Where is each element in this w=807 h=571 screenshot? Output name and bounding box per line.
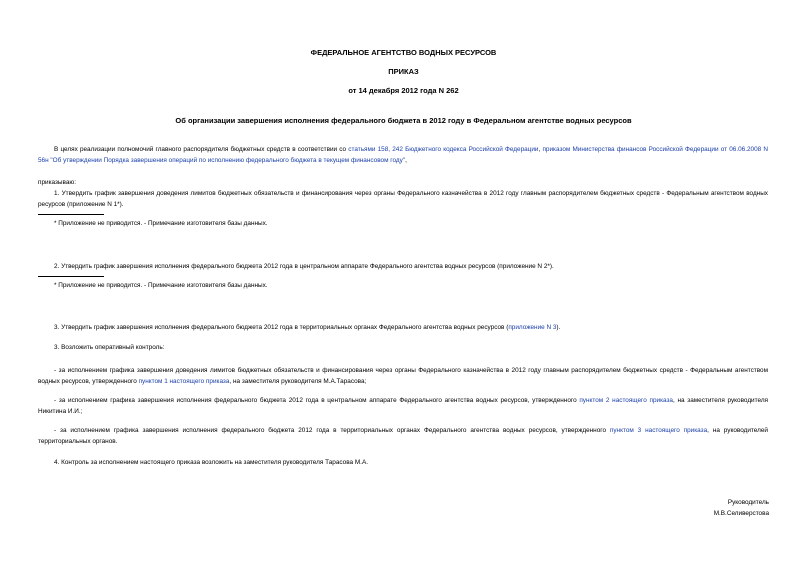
minfin-order-link[interactable]: приказом Министерства финансов Российской Федерации от 06.06.2008 N 56н "Об утверждении Порядка завершения операций по исполнению федерального бюджета в текущем финансовом году" — [38, 146, 768, 164]
preamble-text-2: , — [538, 146, 543, 153]
item-4-paragraph: 4. Контроль за исполнением настоящего приказа возложить на заместителя руководителя Тарасова М.А. — [54, 459, 368, 466]
signature-position: Руководитель — [727, 499, 769, 506]
control-2-end: , на заместителя руководителя Никитина И.И.; — [38, 397, 769, 415]
item-3-end: ). — [556, 324, 561, 331]
appendix-3-link[interactable]: приложение N 3 — [508, 324, 557, 331]
agency-heading: ФЕДЕРАЛЬНОЕ АГЕНТСТВО ВОДНЫХ РЕСУРСОВ — [310, 48, 497, 57]
control-3-text: - за исполнением графика завершения исполнения федерального бюджета 2012 года в территориальных органах Федерального агентства водных ресурсов, утвержденного — [54, 427, 610, 434]
order-word: приказываю: — [38, 179, 76, 186]
preamble-text-3: , — [405, 157, 407, 164]
clause-3-link[interactable]: пунктом 3 настоящего приказа — [609, 427, 708, 434]
clause-2-link[interactable]: пунктом 2 настоящего приказа — [579, 397, 673, 404]
control-3-end: , на руководителей территориальных органов. — [38, 427, 768, 445]
clause-1-link[interactable]: пунктом 1 настоящего приказа — [138, 378, 230, 385]
control-3-paragraph — [38, 425, 768, 447]
item-3-text: 3. Утвердить график завершения исполнения федерального бюджета 2012 года в территориальных органах Федерального агентства водных ресурсов ( — [54, 324, 509, 331]
control-1-paragraph — [38, 365, 768, 387]
item-3b-paragraph: 3. Возложить оперативный контроль: — [54, 344, 165, 351]
date-number-heading: от 14 декабря 2012 года N 262 — [348, 86, 459, 95]
doc-type-heading: ПРИКАЗ — [388, 67, 419, 76]
footnote-1: * Приложение не приводится. - Примечание изготовителя базы данных. — [54, 220, 268, 227]
control-1-end: , на заместителя руководителя М.А.Тарасова; — [229, 378, 367, 385]
item-2-paragraph: 2. Утвердить график завершения исполнения федерального бюджета 2012 года в центральном аппарате Федерального агентства водных ресурсов (приложение N 2*). — [54, 263, 554, 270]
document-title: Об организации завершения исполнения федерального бюджета в 2012 году в Федеральном агентстве водных ресурсов — [175, 116, 632, 125]
item-1-paragraph: 1. Утвердить график завершения доведения лимитов бюджетных обязательств и финансирования через органы Федерального казначейства в 2012 году главным распорядителем бюджетных средств - Федеральным агентством водных ресурсов (приложение N 1*). — [38, 190, 768, 208]
footnote-divider-2 — [38, 276, 104, 277]
footnote-2: * Приложение не приводится. - Примечание изготовителя базы данных. — [54, 282, 268, 289]
preamble-paragraph — [38, 144, 768, 166]
item-3-paragraph — [38, 322, 768, 333]
preamble-text-1: В целях реализации полномочий главного распорядителя бюджетных средств в соответствии со — [54, 146, 349, 153]
footnote-divider-1 — [38, 214, 104, 215]
budget-code-link[interactable]: статьями 158, 242 Бюджетного кодекса Российской Федерации — [348, 146, 539, 153]
control-2-text: - за исполнением графика завершения исполнения федерального бюджета 2012 года в центральном аппарате Федерального агентства водных ресурсов, утвержденного — [54, 397, 580, 404]
control-2-paragraph — [38, 395, 768, 417]
signature-name: М.В.Селиверстова — [713, 510, 769, 517]
control-1-text: - за исполнением графика завершения доведения лимитов бюджетных обязательств и финансирования через органы Федерального казначейства в 2012 году главным распорядителем бюджетных средств - Федеральным агентством водных ресурсов, утвержденного — [38, 367, 768, 385]
